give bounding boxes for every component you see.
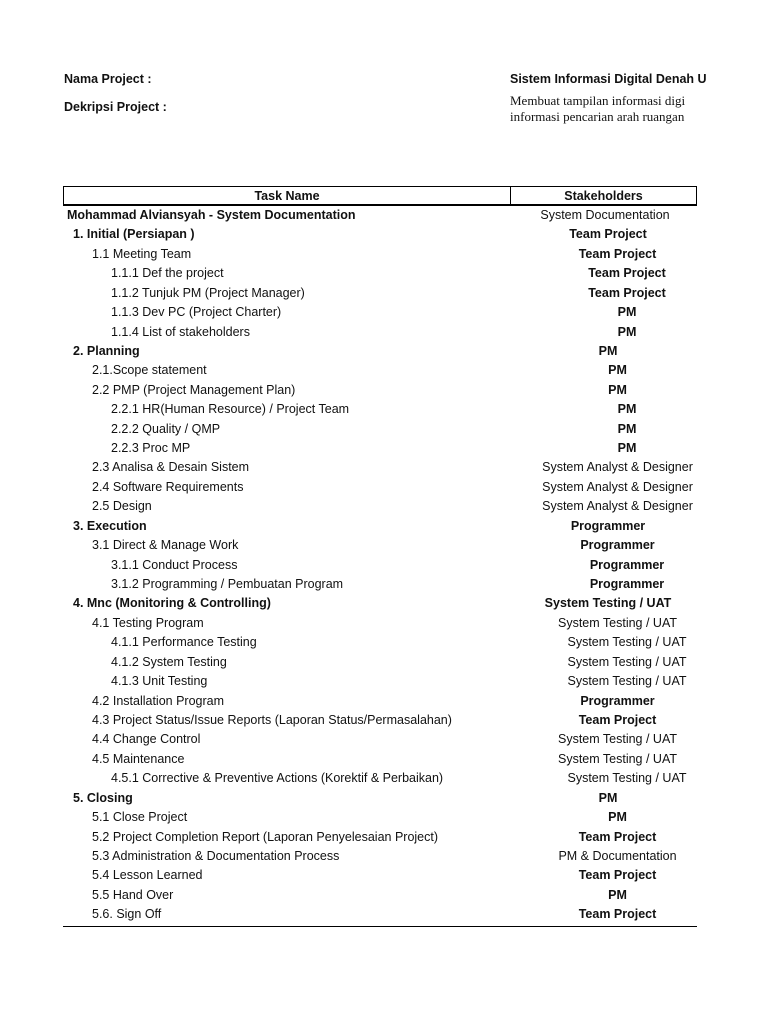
- stakeholder: PM: [617, 305, 637, 320]
- task-name: 5.1 Close Project: [92, 810, 188, 825]
- task-name: 1. Initial (Persiapan ): [73, 227, 195, 242]
- task-name: Mohammad Alviansyah - System Documentation: [67, 208, 356, 222]
- stakeholder: System Testing / UAT: [567, 654, 687, 669]
- table-row: [63, 828, 697, 847]
- table-row: [63, 905, 697, 924]
- task-name: 5.2 Project Completion Report (Laporan Penyelesaian Project): [92, 829, 439, 844]
- task-name: 4. Mnc (Monitoring & Controlling): [73, 596, 271, 611]
- table-row: [63, 575, 697, 594]
- task-name: 2.5 Design: [92, 499, 152, 514]
- task-name: 1.1 Meeting Team: [92, 246, 192, 261]
- task-name: 4.5.1 Corrective & Preventive Actions (Korektif & Perbaikan): [111, 771, 444, 786]
- stakeholder: System Testing / UAT: [567, 635, 687, 650]
- stakeholder: Programmer: [570, 518, 646, 533]
- stakeholder: PM: [617, 324, 637, 339]
- stakeholder: Team Project: [569, 227, 647, 242]
- stakeholder: Team Project: [578, 712, 657, 727]
- stakeholder: PM: [608, 363, 627, 378]
- project-description-line-1: Membuat tampilan informasi digi: [510, 93, 686, 108]
- task-name: 5.3 Administration & Documentation Process: [92, 848, 340, 863]
- table-row: [63, 497, 697, 516]
- stakeholder: Programmer: [580, 538, 655, 553]
- task-name: 2.2.1 HR(Human Resource) / Project Team: [111, 402, 350, 417]
- table-row: [63, 439, 697, 458]
- stakeholder: PM: [617, 441, 637, 456]
- table-row: [63, 381, 697, 400]
- project-name-label: Nama Project :: [64, 72, 152, 86]
- stakeholder: PM: [617, 402, 637, 417]
- table-row: [63, 264, 697, 283]
- stakeholder: Programmer: [580, 693, 655, 708]
- stakeholder: PM: [608, 810, 627, 825]
- table-row: [63, 323, 697, 342]
- table-header: [63, 186, 697, 206]
- task-name: 2. Planning: [73, 343, 140, 358]
- task-name: 1.1.4 List of stakeholders: [111, 324, 250, 339]
- project-description-label: Dekripsi Project :: [64, 100, 167, 114]
- table-row: [63, 633, 697, 652]
- table-row: [63, 808, 697, 827]
- task-name: 3. Execution: [73, 518, 147, 533]
- column-header-stakeholders: Stakeholders: [564, 189, 643, 203]
- task-name: 4.5 Maintenance: [92, 751, 185, 766]
- stakeholder: System Testing / UAT: [557, 732, 678, 747]
- table-row: [63, 750, 697, 769]
- table-row: [63, 769, 697, 788]
- stakeholder: System Analyst & Designer: [542, 499, 693, 514]
- task-name: 1.1.3 Dev PC (Project Charter): [111, 305, 282, 320]
- stakeholder: PM: [598, 343, 618, 358]
- stakeholder: Team Project: [578, 829, 657, 844]
- table-row: [63, 556, 697, 575]
- table-row: [63, 342, 697, 361]
- task-name: 3.1.1 Conduct Process: [111, 557, 238, 572]
- table-row: [63, 594, 697, 613]
- table-row: [63, 711, 697, 730]
- task-name: 1.1.2 Tunjuk PM (Project Manager): [111, 285, 305, 300]
- task-name: 2.1.Scope statement: [92, 363, 207, 378]
- table-row: [63, 245, 697, 264]
- table-row: [63, 206, 697, 225]
- project-description-value: [510, 93, 768, 125]
- stakeholder: System Documentation: [540, 208, 670, 222]
- table-row: [63, 284, 697, 303]
- task-name: 4.1 Testing Program: [92, 615, 204, 630]
- stakeholder: System Testing / UAT: [557, 615, 678, 630]
- stakeholder: PM: [617, 421, 637, 436]
- table-row: [63, 789, 697, 808]
- stakeholder: PM: [608, 887, 627, 902]
- task-name: 5.5 Hand Over: [92, 887, 174, 902]
- table-row: [63, 458, 697, 477]
- stakeholder: Team Project: [588, 285, 666, 300]
- table-row: [63, 886, 697, 905]
- table-row: [63, 730, 697, 749]
- stakeholder: System Testing / UAT: [544, 596, 672, 611]
- stakeholder: Programmer: [589, 577, 665, 592]
- table-row: [63, 225, 697, 244]
- table-row: [63, 420, 697, 439]
- task-name: 4.4 Change Control: [92, 732, 201, 747]
- stakeholder: Team Project: [578, 907, 657, 922]
- task-name: 5.4 Lesson Learned: [92, 868, 203, 883]
- stakeholder: System Analyst & Designer: [542, 479, 693, 494]
- table-bottom-border: [63, 926, 697, 927]
- table-row: [63, 536, 697, 555]
- stakeholder: System Testing / UAT: [557, 751, 678, 766]
- task-name: 4.2 Installation Program: [92, 693, 225, 708]
- stakeholder: PM & Documentation: [558, 848, 677, 863]
- task-name: 5.6. Sign Off: [92, 907, 162, 922]
- task-name: 2.2.2 Quality / QMP: [111, 421, 221, 436]
- stakeholder: Team Project: [588, 266, 666, 281]
- task-name: 4.1.2 System Testing: [111, 654, 227, 669]
- project-description-line-2: informasi pencarian arah ruangan: [510, 109, 685, 124]
- table-row: [63, 614, 697, 633]
- table-row: [63, 847, 697, 866]
- task-name: 3.1 Direct & Manage Work: [92, 538, 239, 553]
- table-row: [63, 361, 697, 380]
- table-row: [63, 672, 697, 691]
- stakeholder: System Testing / UAT: [567, 674, 687, 689]
- task-name: 4.1.3 Unit Testing: [111, 674, 208, 689]
- stakeholder: Programmer: [589, 557, 665, 572]
- table-row: [63, 692, 697, 711]
- table-row: [63, 303, 697, 322]
- stakeholder: System Testing / UAT: [567, 771, 687, 786]
- table-row: [63, 517, 697, 536]
- table-row: [63, 478, 697, 497]
- task-name: 2.3 Analisa & Desain Sistem: [92, 460, 250, 475]
- task-name: 5. Closing: [73, 790, 133, 805]
- table-row: [63, 653, 697, 672]
- wbs-stakeholder-table: [63, 186, 697, 927]
- task-name: 2.2.3 Proc MP: [111, 441, 191, 456]
- stakeholder: Team Project: [578, 868, 657, 883]
- column-header-task-name: Task Name: [64, 187, 511, 204]
- stakeholder: System Analyst & Designer: [542, 460, 693, 475]
- task-name: 4.1.1 Performance Testing: [111, 635, 257, 650]
- stakeholder: PM: [598, 790, 618, 805]
- table-row: [63, 866, 697, 885]
- stakeholder: Team Project: [578, 246, 657, 261]
- task-name: 4.3 Project Status/Issue Reports (Laporan Status/Permasalahan): [92, 712, 452, 727]
- table-row: [63, 400, 697, 419]
- task-name: 2.2 PMP (Project Management Plan): [92, 382, 296, 397]
- task-name: 1.1.1 Def the project: [111, 266, 224, 281]
- stakeholder: PM: [608, 382, 627, 397]
- project-name-value: Sistem Informasi Digital Denah U: [510, 72, 707, 86]
- task-name: 2.4 Software Requirements: [92, 479, 244, 494]
- task-name: 3.1.2 Programming / Pembuatan Program: [111, 577, 344, 592]
